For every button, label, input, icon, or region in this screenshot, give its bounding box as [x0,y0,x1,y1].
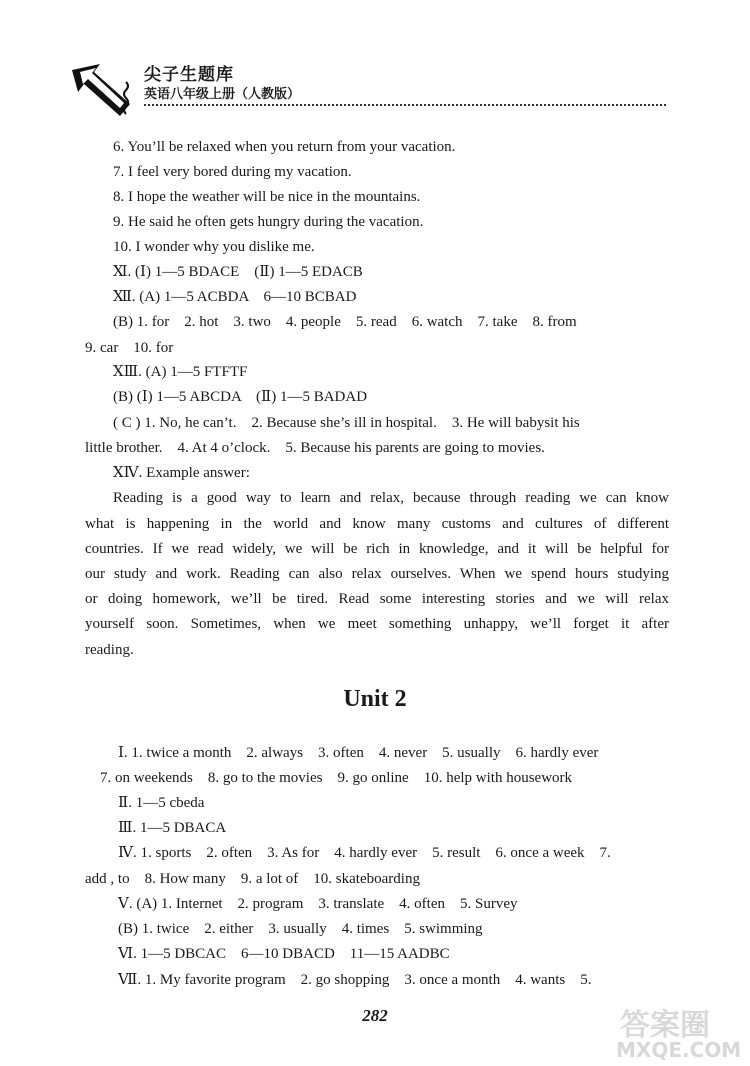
answer-i: Ⅰ. 1. twice a month 2. always 3. often 4. never 5. usually 6. hardly ever [118,745,599,761]
answer-vii: Ⅶ. 1. My favorite program 2. go shopping 3. once a month 4. wants 5. [118,972,592,988]
essay-line: Reading is a good way to learn and relax, because through reading we can know [113,490,669,506]
answer-ii: Ⅱ. 1—5 cbeda [118,795,205,811]
book-subtitle: 英语八年级上册（人教版） [144,87,301,102]
answer-xiii-b: (B) (Ⅰ) 1—5 ABCDA (Ⅱ) 1—5 BADAD [113,389,368,405]
watermark-logo: 答案圈 [620,1008,710,1043]
answer-xiii-c-cont: little brother. 4. At 4 o’clock. 5. Because his parents are going to movies. [85,440,545,456]
answer-i-cont: 7. on weekends 8. go to the movies 9. go online 10. help with housework [100,770,573,786]
page-number: 282 [362,1006,388,1025]
sentence-10: 10. I wonder why you dislike me. [113,239,315,255]
answer-xiii-a: ⅩⅢ. (A) 1—5 FTFTF [113,364,248,380]
answer-v-b: (B) 1. twice 2. either 3. usually 4. times 5. swimming [118,921,483,937]
answer-xiii-c: ( C ) 1. No, he can’t. 2. Because she’s ill in hospital. 3. He will babysit his [113,415,580,431]
answer-xi: Ⅺ. (Ⅰ) 1—5 BDACE (Ⅱ) 1—5 EDACB [113,264,363,280]
answer-iii: Ⅲ. 1—5 DBACA [118,820,227,836]
essay-line: reading. [85,642,134,658]
essay-line: yourself soon. Sometimes, when we meet something unhappy, we’ll forget it after [85,616,669,632]
sentence-9: 9. He said he often gets hungry during the vacation. [113,214,424,230]
answer-vi: Ⅵ. 1—5 DBCAC 6—10 DBACD 11—15 AADBC [118,946,450,962]
answer-xii-b: (B) 1. for 2. hot 3. two 4. people 5. read 6. watch 7. take 8. from [113,314,577,330]
answer-iv-cont: add , to 8. How many 9. a lot of 10. skateboarding [85,871,420,887]
sentence-7: 7. I feel very bored during my vacation. [113,164,352,180]
watermark-url: MXQE.COM [616,1038,742,1062]
page-header [60,50,670,120]
answer-xii-b-cont: 9. car 10. for [85,340,174,356]
essay-line: countries. If we read widely, we will be rich in knowledge, and it will be helpful for [85,541,669,557]
answer-xiv-label: ⅩⅣ. Example answer: [113,465,250,481]
answer-v-a: Ⅴ. (A) 1. Internet 2. program 3. translate 4. often 5. Survey [118,896,518,912]
essay-line: our study and work. Reading can also relax ourselves. When we spend hours studying [85,566,669,582]
answer-iv: Ⅳ. 1. sports 2. often 3. As for 4. hardly ever 5. result 6. once a week 7. [118,845,611,861]
essay-line: what is happening in the world and know many customs and cultures of different [85,516,669,532]
unit-title: Unit 2 [343,686,407,712]
sentence-8: 8. I hope the weather will be nice in the mountains. [113,189,421,205]
essay-line: or doing homework, we’ll be tired. Read some interesting stories and we will relax [85,591,669,607]
sentence-6: 6. You’ll be relaxed when you return from your vacation. [113,139,456,155]
arrow-logo-icon [68,62,134,122]
header-divider [144,104,666,106]
book-title: 尖子生题库 [144,65,234,85]
answer-xii-a: Ⅻ. (A) 1—5 ACBDA 6—10 BCBAD [113,289,357,305]
